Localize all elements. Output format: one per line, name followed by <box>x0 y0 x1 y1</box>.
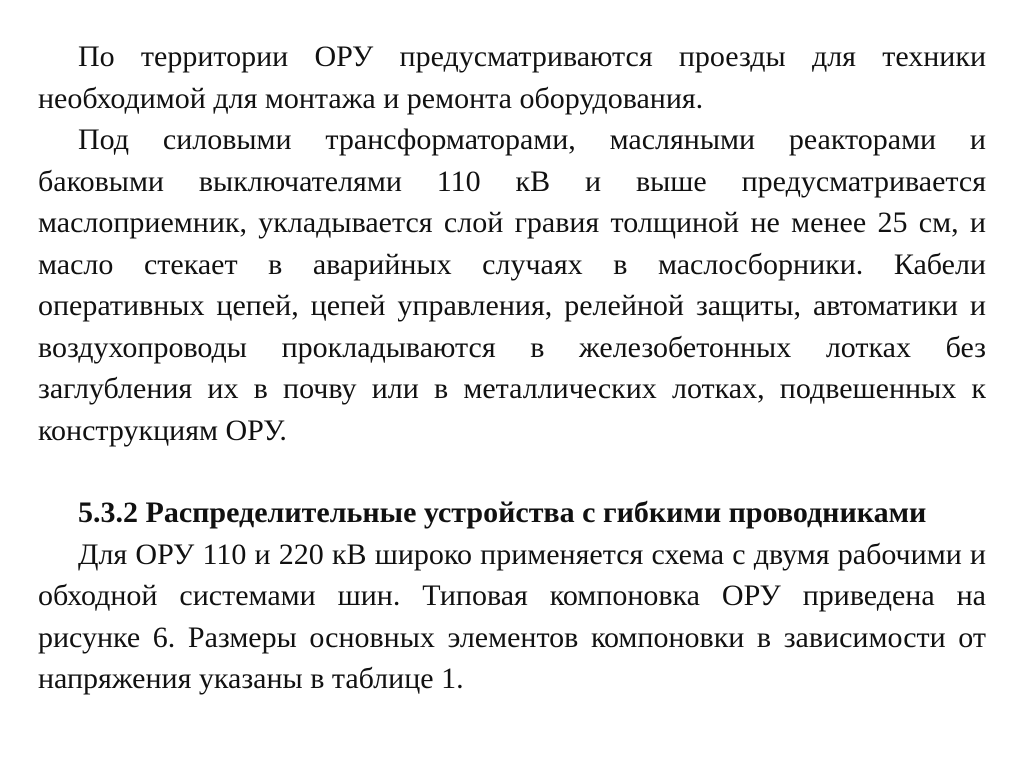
document-page <box>38 36 986 700</box>
paragraph-roads: По территории ОРУ предусматриваются проезды для техники необходимой для монтажа и ремонта оборудования. <box>38 40 986 115</box>
section-heading: 5.3.2 Распределительные устройства с гибкими проводниками <box>78 496 927 529</box>
paragraph-oil-receivers: Под силовыми трансформаторами, масляными реакторами и баковыми выключателями 110 кВ и выше предусматривается маслоприемник, укладывается слой гравия толщиной не менее 25 см, и масло стекает в аварийных случаях в маслосборники. Кабели оперативных цепей, цепей управления, релейной защиты, автоматики и воздухопроводы прокладываются в железобетонных лотках без заглубления их в почву или в металлических лотках, подвешенных к конструкциям ОРУ. <box>38 123 986 447</box>
blank-line <box>38 451 986 492</box>
paragraph-schemes: Для ОРУ 110 и 220 кВ широко применяется схема с двумя рабочими и обходной системами шин. Типовая компоновка ОРУ приведена на рисунке 6. Размеры основных элементов компоновки в зависимости от напряжения указаны в таблице 1. <box>38 537 986 695</box>
